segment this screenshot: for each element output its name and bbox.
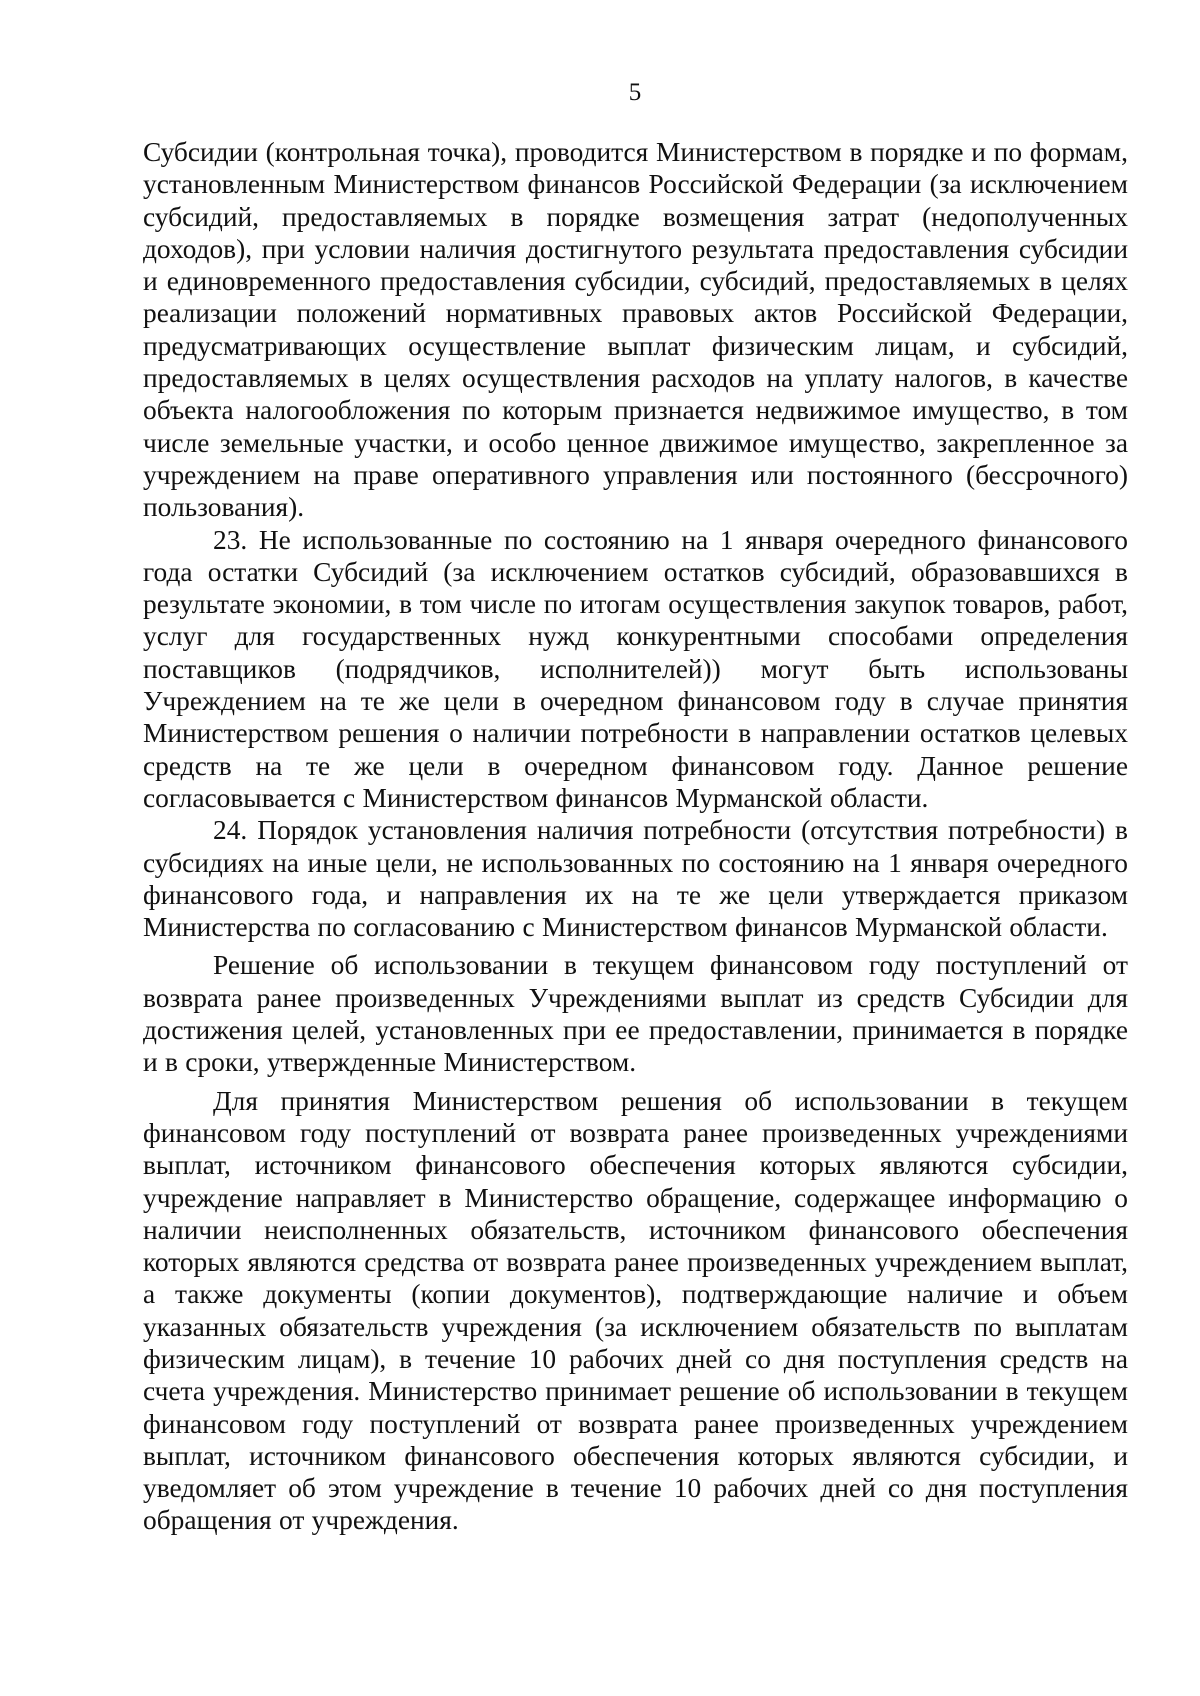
paragraph-continuation: Субсидии (контрольная точка), проводится Министерством в порядке и по формам, установленным Министерством финансов Российской Федерации (за исключением субсидий, предоставляемых в порядке возмещения затрат (недополученных доходов), при условии наличия достигнутого результата предоставления субсидии и единовременного предоставления субсидии, субсидий, предоставляемых в целях реализации положений нормативных правовых актов Российской Федерации, предусматривающих осуществление выплат физическим лицам, и субсидий, предоставляемых в целях осуществления расходов на уплату налогов, в качестве объекта налогообложения по которым признается недвижимое имущество, в том числе земельные участки, и особо ценное движимое имущество, закрепленное за учреждением на праве оперативного управления или постоянного (бессрочного) пользования). [143, 137, 1128, 523]
page-number: 5 [628, 79, 642, 106]
document-body [143, 136, 1128, 1537]
paragraph-refund-procedure: Для принятия Министерством решения об использовании в текущем финансовом году поступлений от возврата ранее произведенных учреждениями выплат, источником финансового обеспечения которых являются субсидии, учреждение направляет в Министерство обращение, содержащее информацию о наличии неисполненных обязательств, источником финансового обеспечения которых являются средства от возврата ранее произведенных учреждением выплат, а также документы (копии документов), подтверждающие наличие и объем указанных обязательств учреждения (за исключением обязательств по выплатам физическим лицам), в течение 10 рабочих дней со дня поступления средств на счета учреждения. Министерство принимает решение об использовании в текущем финансовом году поступлений от возврата ранее произведенных учреждением выплат, источником финансового обеспечения которых являются субсидии, и уведомляет об этом учреждение в течение 10 рабочих дней со дня поступления обращения от учреждения. [143, 1085, 1128, 1536]
paragraph-24: 24. Порядок установления наличия потребности (отсутствия потребности) в субсидиях на иные цели, не использованных по состоянию на 1 января очередного финансового года, и направления их на те же цели утверждается приказом Министерства по согласованию с Министерством финансов Мурманской области. [143, 815, 1128, 943]
paragraph-refund-decision: Решение об использовании в текущем финансовом году поступлений от возврата ранее произведенных Учреждениями выплат из средств Субсидии для достижения целей, установленных при ее предоставлении, принимается в порядке и в сроки, утвержденные Министерством. [143, 950, 1128, 1078]
paragraph-23: 23. Не использованные по состоянию на 1 января очередного финансового года остатки Субсидий (за исключением остатков субсидий, образовавшихся в результате экономии, в том числе по итогам осуществления закупок товаров, работ, услуг для государственных нужд конкурентными способами определения поставщиков (подрядчиков, исполнителей)) могут быть использованы Учреждением на те же цели в очередном финансовом году в случае принятия Министерством решения о наличии потребности в направлении остатков целевых средств на те же цели в очередном финансовом году. Данное решение согласовывается с Министерством финансов Мурманской области. [143, 524, 1128, 813]
